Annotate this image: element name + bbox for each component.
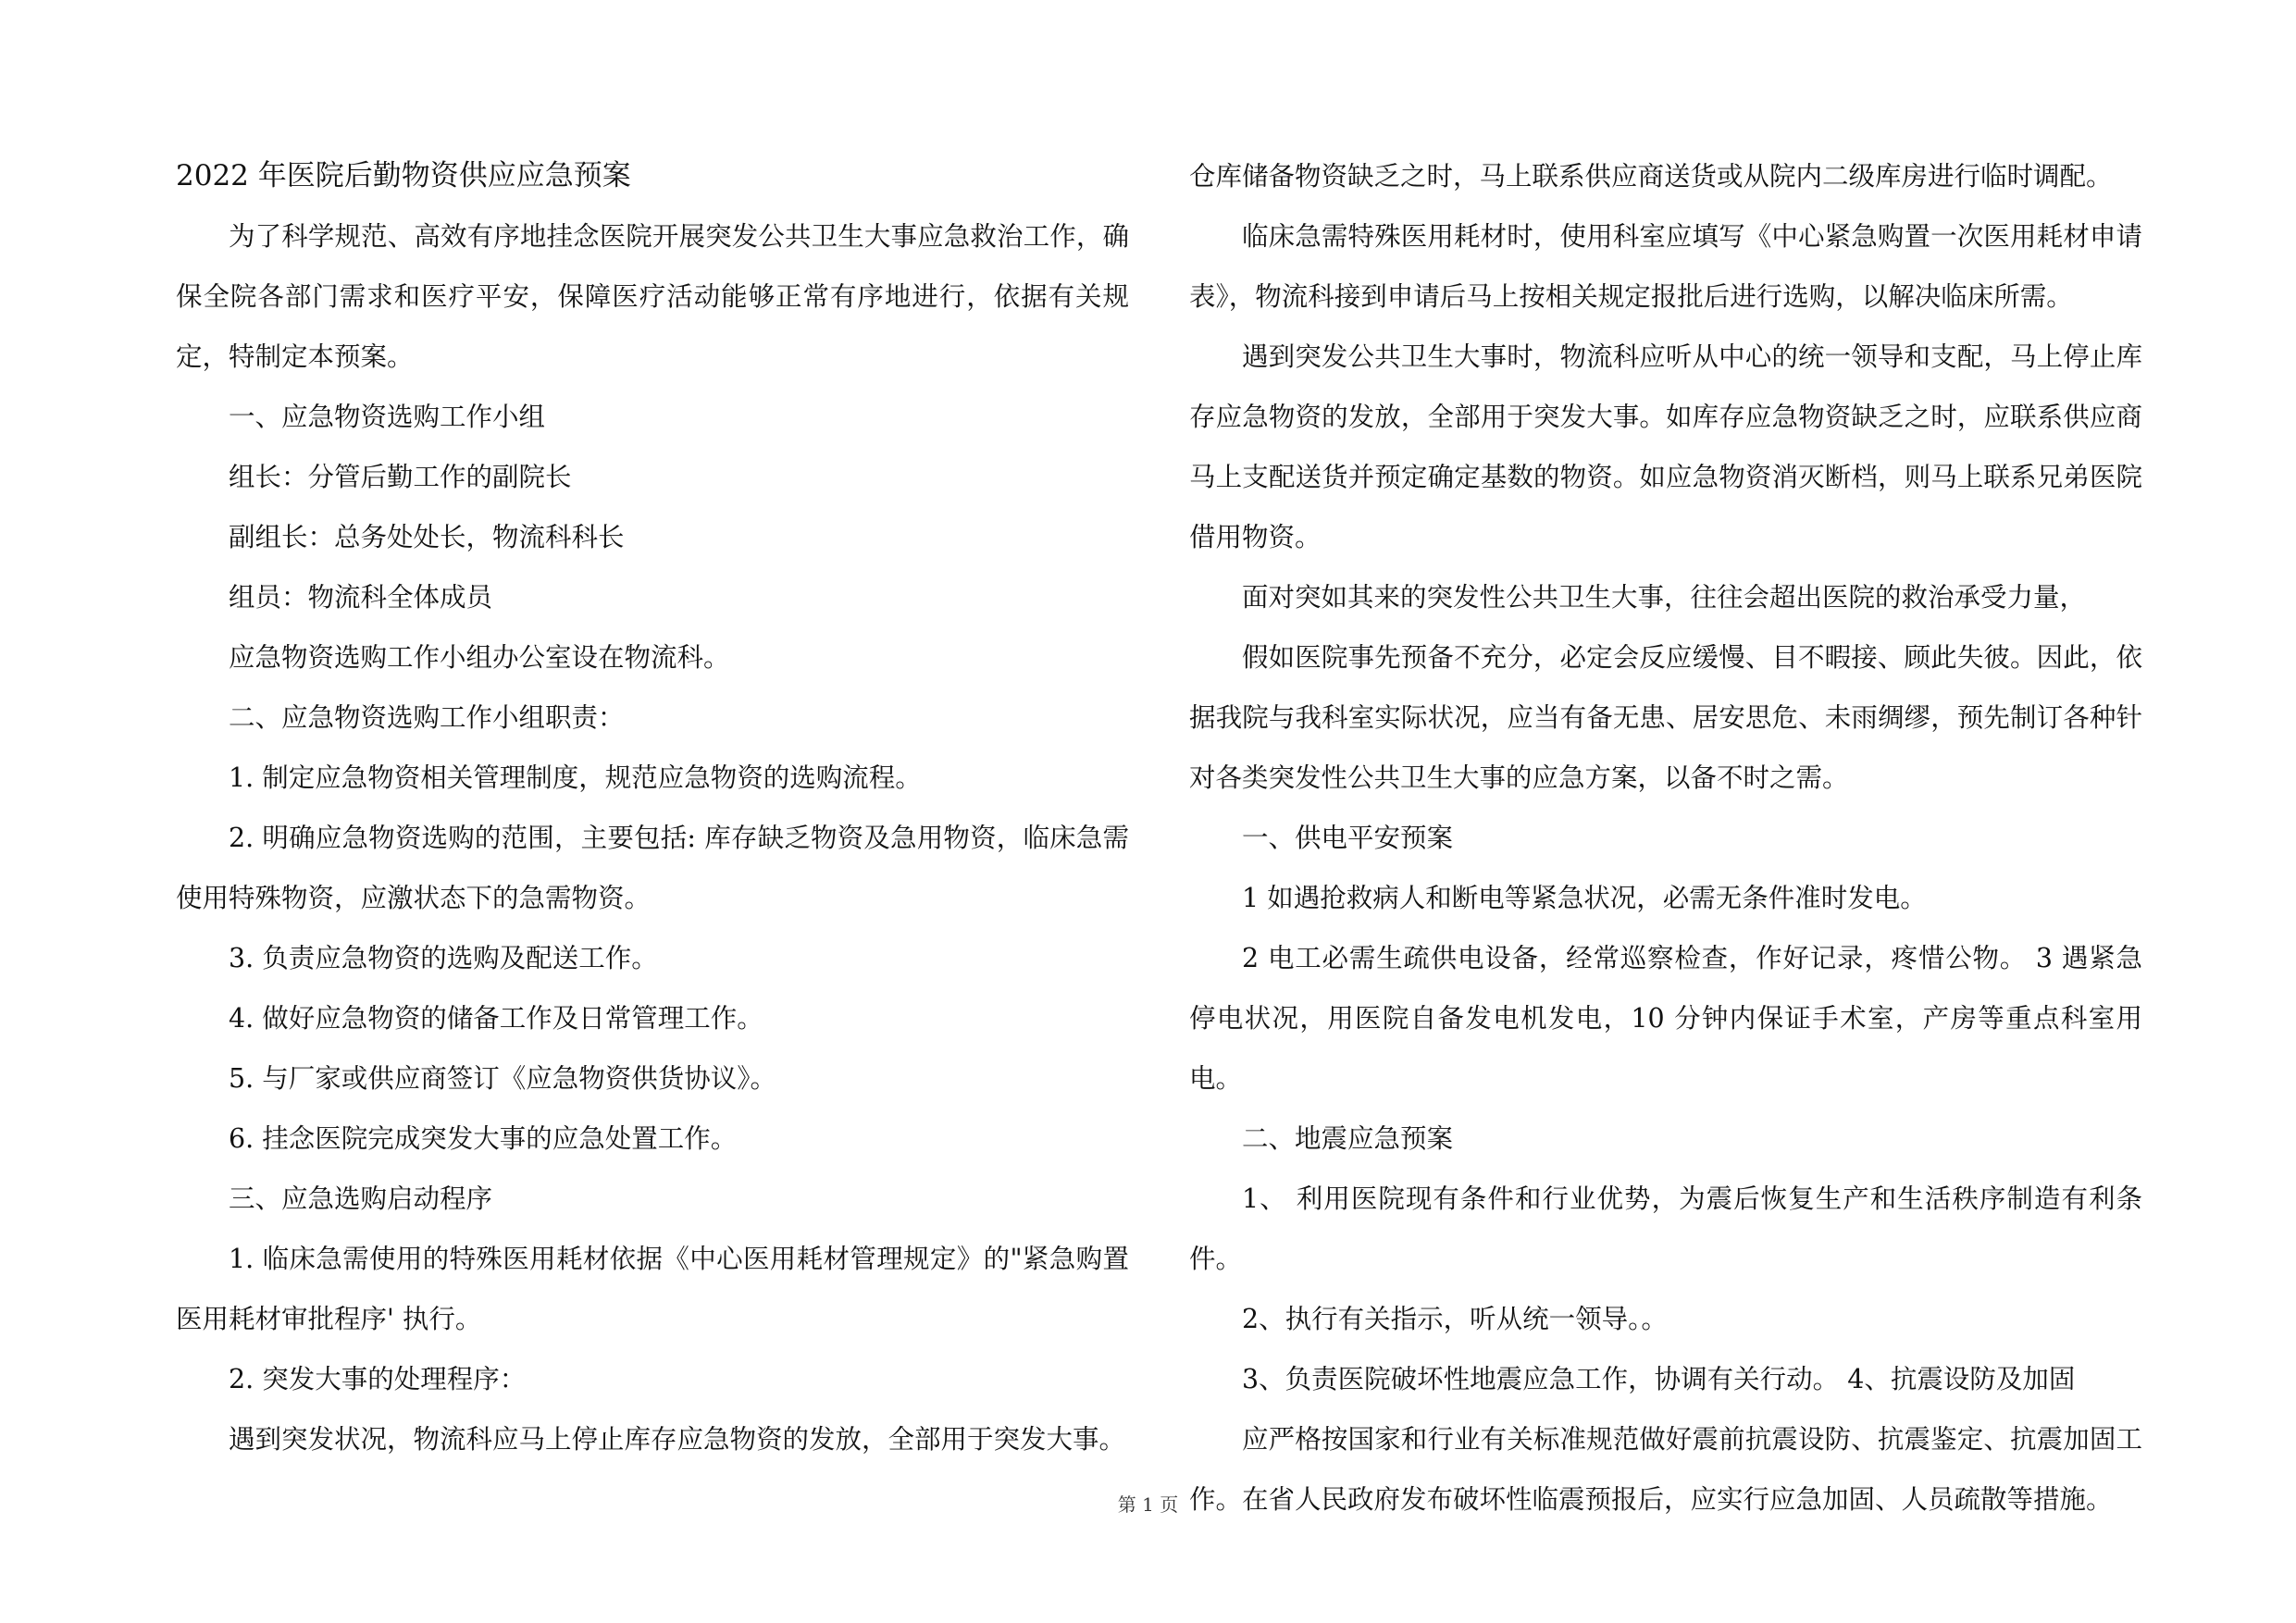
paragraph: 应急物资选购工作小组办公室设在物流科。	[229, 642, 730, 673]
paragraph: 3、负责医院破坏性地震应急工作，协调有关行动。 4、抗震设防及加固	[1242, 1364, 2076, 1394]
paragraph: 副组长：总务处处长，物流科科长	[229, 522, 625, 552]
right-column	[1189, 146, 2142, 1530]
paragraph: 4. 做好应急物资的储备工作及日常管理工作。	[229, 1003, 763, 1034]
paragraph: 一、应急物资选购工作小组	[229, 402, 546, 432]
paragraph: 2. 明确应急物资选购的范围，主要包括: 库存缺乏物资及急用物资，临床急需使用特殊物资，应激状态下的急需物资。	[176, 823, 1129, 913]
paragraph: 2 电工必需生疏供电设备，经常巡察检查，作好记录，疼惜公物。 3 遇紧急停电状况，用医院自备发电机发电，10 分钟内保证手术室，产房等重点科室用电。	[1189, 943, 2142, 1094]
paragraph: 应严格按国家和行业有关标准规范做好震前抗震设防、抗震鉴定、抗震加固工作。在省人民政府发布破坏性临震预报后，应实行应急加固、人员疏散等措施。	[1189, 1424, 2142, 1515]
left-column	[176, 146, 1129, 1469]
paragraph: 6. 挂念医院完成突发大事的应急处置工作。	[229, 1123, 738, 1154]
paragraph-continuation: 仓库储备物资缺乏之时，马上联系供应商送货或从院内二级库房进行临时调配。	[1189, 161, 2113, 192]
paragraph: 1. 临床急需使用的特殊医用耗材依据《中心医用耗材管理规定》的"紧急购置医用耗材审批程序' 执行。	[176, 1244, 1129, 1334]
paragraph: 遇到突发公共卫生大事时，物流科应听从中心的统一领导和支配，马上停止库存应急物资的发放，全部用于突发大事。如库存应急物资缺乏之时，应联系供应商马上支配送货并预定确定基数的物资。如应急物资消灭断档，则马上联系兄弟医院借用物资。	[1189, 341, 2142, 552]
paragraph: 为了科学规范、高效有序地挂念医院开展突发公共卫生大事应急救治工作，确保全院各部门需求和医疗平安，保障医疗活动能够正常有序地进行，依据有关规定，特制定本预案。	[176, 221, 1129, 372]
paragraph: 三、应急选购启动程序	[229, 1183, 493, 1214]
paragraph: 一、供电平安预案	[1242, 823, 1454, 853]
paragraph: 5. 与厂家或供应商签订《应急物资供货协议》。	[229, 1063, 777, 1094]
paragraph: 假如医院事先预备不充分，必定会反应缓慢、目不暇接、顾此失彼。因此，依据我院与我科室实际状况，应当有备无患、居安思危、未雨绸缪，预先制订各种针对各类突发性公共卫生大事的应急方案，以备不时之需。	[1189, 642, 2142, 793]
paragraph: 2. 突发大事的处理程序：	[229, 1364, 527, 1394]
paragraph: 2、执行有关指示，听从统一领导。。	[1242, 1304, 1668, 1334]
paragraph: 遇到突发状况，物流科应马上停止库存应急物资的发放，全部用于突发大事。	[229, 1424, 1126, 1455]
paragraph: 面对突如其来的突发性公共卫生大事，往往会超出医院的救治承受力量，	[1242, 582, 2087, 613]
paragraph: 1 如遇抢救病人和断电等紧急状况，必需无条件准时发电。	[1242, 883, 1927, 913]
paragraph: 1. 制定应急物资相关管理制度，规范应急物资的选购流程。	[229, 762, 922, 793]
paragraph: 组员：物流科全体成员	[229, 582, 493, 613]
paragraph: 3. 负责应急物资的选购及配送工作。	[229, 943, 658, 973]
document-title: 2022 年医院后勤物资供应应急预案	[176, 159, 631, 192]
paragraph: 二、地震应急预案	[1242, 1123, 1454, 1154]
page-number: 第 1 页	[1117, 1493, 1179, 1516]
paragraph: 组长：分管后勤工作的副院长	[229, 462, 572, 492]
paragraph: 1、 利用医院现有条件和行业优势，为震后恢复生产和生活秩序制造有利条件。	[1189, 1183, 2142, 1274]
paragraph: 二、应急物资选购工作小组职责：	[229, 702, 625, 733]
paragraph: 临床急需特殊医用耗材时，使用科室应填写《中心紧急购置一次医用耗材申请表》，物流科接到申请后马上按相关规定报批后进行选购，以解决临床所需。	[1189, 221, 2142, 312]
